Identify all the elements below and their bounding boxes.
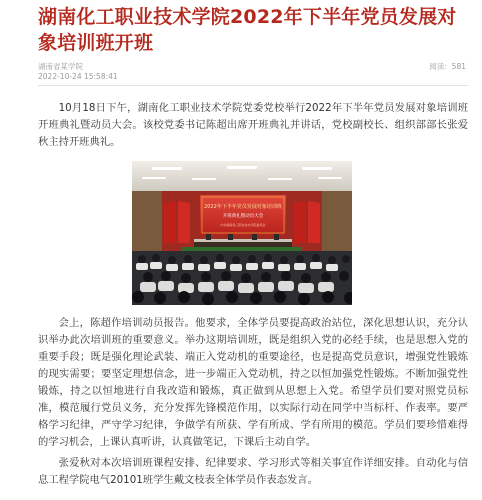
paragraph-1: 10月18日下午，湖南化工职业技术学院党委党校举行2022年下半年党员发展对象培训班开班典礼暨动员大会。该校党委书记陈超出席开班典礼并讲话，党校副校长、组织部部长张爱秋主持开班典礼。 <box>38 102 468 148</box>
audience <box>132 251 352 305</box>
paragraph-2: 会上，陈超作培训动员报告。他要求，全体学员要提高政治站位，深化思想认识，充分认识举办此次培训班的重要意义。举办这期培训班，既是组织入党的必经手续，也是思想入党的重要手段；既是强化理论武装、端正入党动机的重要途径，也是提高党员意识，增强党性锻炼的现实需要；要坚定理想信念，进一步端正入党动机，持之以恒加强党性锻炼。不断加强党性锻炼，持之以恒地进行自我改造和锻炼，真正做到从思想上入党。希望学员们要对照党员标准，模范履行党员义务，充分发挥先锋模范作用，以实际行动在同学中当标杆、作表率。要严格学习纪律，严守学习纪律，争做学有所获、学有所成、学有所用的模范。学员们要珍惜难得的学习机会，上课认真听讲，认真做笔记，下课后主动自学。 <box>38 317 468 448</box>
article-views: 阅读：581 <box>429 62 466 71</box>
screen-title: 2022年下半年党员发展对象培训班 <box>204 204 282 210</box>
article-meta <box>38 62 468 82</box>
article-title: 湖南化工职业技术学院2022年下半年党员发展对象培训班开班 <box>38 6 457 54</box>
article-source: 湖南省某学院 <box>38 62 83 71</box>
screen-org: 中共湖南化工职业技术学院委员会 <box>220 223 266 227</box>
paragraph-3: 张爱秋对本次培训班课程安排、纪律要求、学习形式等相关事宜作详细安排。自动化与信息工程学院电气20101班学生戴文枝表全体学员作表态发言。 <box>38 457 468 486</box>
divider <box>38 85 468 86</box>
conference-hall-illustration <box>132 161 352 305</box>
screen-subtitle: 开班典礼暨动员大会 <box>222 214 264 219</box>
article-date: 2022-10-24 15:58:41 <box>38 72 118 81</box>
conference-photo <box>132 161 352 305</box>
